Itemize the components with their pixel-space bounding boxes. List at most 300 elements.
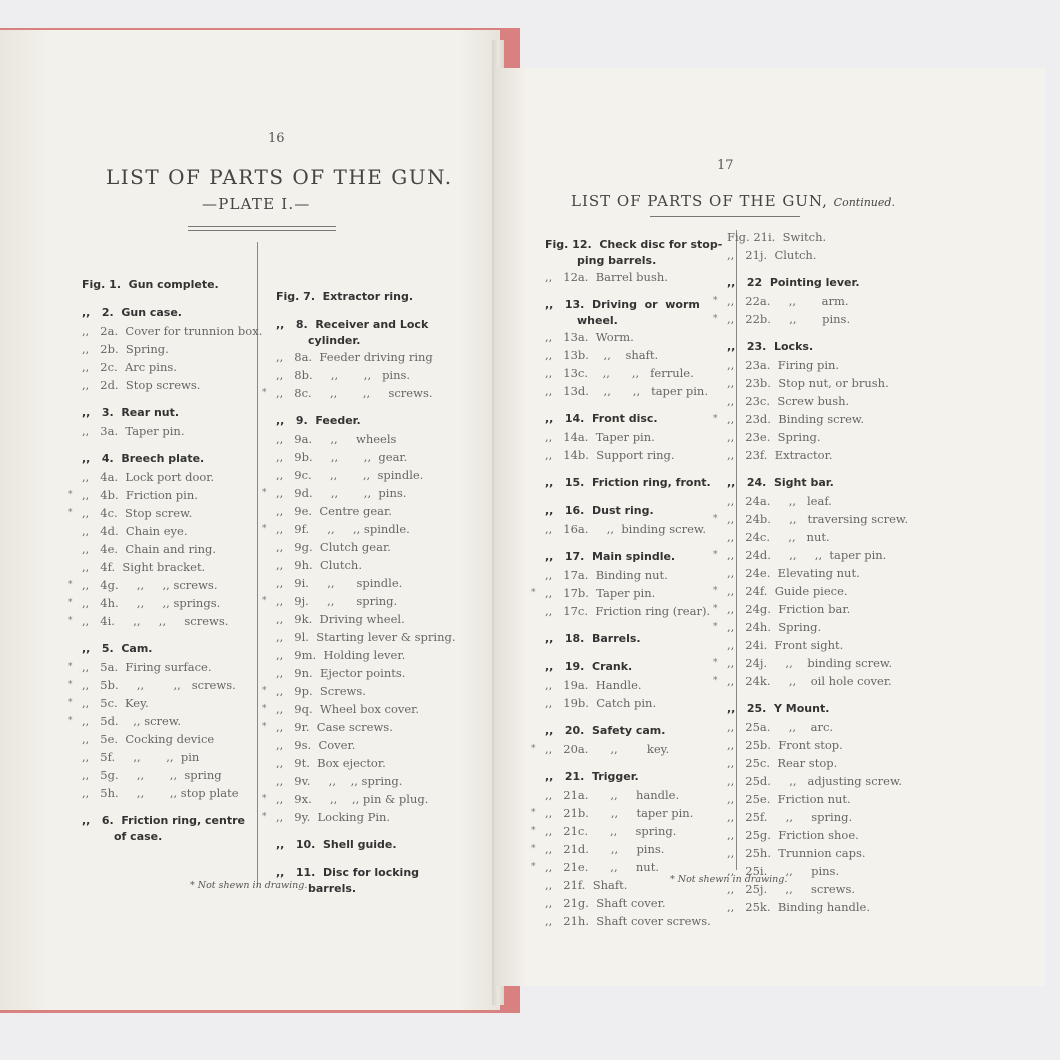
part-text: ,, 20. Safety cam. bbox=[545, 724, 666, 737]
part-text: ,, 5a. Firing surface. bbox=[82, 660, 212, 674]
part-text: ,, 5b. ,, ,, screws. bbox=[82, 678, 236, 692]
part-text: Fig. 7. Extractor ring. bbox=[276, 290, 414, 303]
part-item bbox=[713, 582, 927, 600]
part-item bbox=[727, 844, 927, 862]
part-item bbox=[68, 694, 257, 712]
asterisk-mark: * bbox=[713, 296, 718, 306]
part-text: ,, 9h. Clutch. bbox=[276, 558, 362, 572]
asterisk-mark: * bbox=[262, 812, 267, 822]
part-text: ,, 5f. ,, ,, pin bbox=[82, 750, 200, 764]
part-text: ,, 18. Barrels. bbox=[545, 632, 641, 645]
part-text: ,, 23d. Binding screw. bbox=[727, 412, 865, 426]
part-text: ,, 13a. Worm. bbox=[545, 330, 634, 344]
asterisk-mark: * bbox=[68, 490, 73, 500]
part-item bbox=[545, 676, 735, 694]
part-item bbox=[68, 612, 257, 630]
part-item bbox=[276, 466, 466, 484]
asterisk-mark: * bbox=[713, 676, 718, 686]
part-item bbox=[82, 766, 257, 784]
part-text: Fig. 1. Gun complete. bbox=[82, 278, 219, 291]
part-text: ,, 24j. ,, binding screw. bbox=[727, 656, 893, 670]
part-text: ,, 13b. ,, shaft. bbox=[545, 348, 659, 362]
part-item bbox=[727, 446, 927, 464]
part-text: ,, 9m. Holding lever. bbox=[276, 648, 406, 662]
part-text: ,, 24b. ,, traversing screw. bbox=[727, 512, 909, 526]
part-text: ,, 14a. Taper pin. bbox=[545, 430, 655, 444]
part-text: ,, 9v. ,, ,, spring. bbox=[276, 774, 403, 788]
part-text: ,, 16. Dust ring. bbox=[545, 504, 654, 517]
part-item bbox=[727, 754, 927, 772]
part-text: ,, 21. Trigger. bbox=[545, 770, 639, 783]
part-item bbox=[82, 730, 257, 748]
asterisk-mark: * bbox=[68, 716, 73, 726]
part-text: ,, 17b. Taper pin. bbox=[545, 586, 656, 600]
part-text: ,, 21a. ,, handle. bbox=[545, 788, 680, 802]
part-text: ,, 9s. Cover. bbox=[276, 738, 356, 752]
part-text: ,, 8b. ,, ,, pins. bbox=[276, 368, 411, 382]
part-item bbox=[727, 826, 927, 844]
part-text: ,, 24e. Elevating nut. bbox=[727, 566, 860, 580]
part-text: ,, 9. Feeder. bbox=[276, 414, 361, 427]
part-item bbox=[545, 446, 735, 464]
part-text: ,, 24a. ,, leaf. bbox=[727, 494, 832, 508]
part-heading bbox=[82, 276, 257, 294]
part-heading bbox=[545, 474, 735, 492]
part-text: ,, 21b. ,, taper pin. bbox=[545, 806, 694, 820]
asterisk-mark: * bbox=[68, 616, 73, 626]
asterisk-mark: * bbox=[262, 596, 267, 606]
part-text: ,, 8. Receiver and Lock bbox=[276, 318, 429, 331]
part-item bbox=[545, 382, 735, 400]
part-text: ,, 6. Friction ring, centre bbox=[82, 814, 245, 827]
part-text: ,, 23b. Stop nut, or brush. bbox=[727, 376, 889, 390]
part-item bbox=[68, 504, 257, 522]
page-title-continued: Continued. bbox=[833, 196, 895, 209]
part-item bbox=[276, 754, 466, 772]
asterisk-mark: * bbox=[713, 586, 718, 596]
part-item bbox=[276, 366, 466, 384]
part-text: ,, 21f. Shaft. bbox=[545, 878, 628, 892]
part-item bbox=[68, 676, 257, 694]
part-text: ,, 22a. ,, arm. bbox=[727, 294, 849, 308]
asterisk-mark: * bbox=[531, 588, 536, 598]
part-item bbox=[68, 712, 257, 730]
asterisk-mark: * bbox=[262, 704, 267, 714]
part-text: ,, 25k. Binding handle. bbox=[727, 900, 871, 914]
part-text: ,, 3a. Taper pin. bbox=[82, 424, 185, 438]
part-text: ,, 4f. Sight bracket. bbox=[82, 560, 206, 574]
part-item bbox=[713, 510, 927, 528]
asterisk-mark: * bbox=[713, 314, 718, 324]
part-item bbox=[82, 468, 257, 486]
part-item bbox=[82, 522, 257, 540]
part-text: ,, 17c. Friction ring (rear). bbox=[545, 604, 711, 618]
asterisk-mark: * bbox=[713, 414, 718, 424]
part-heading bbox=[727, 474, 927, 492]
part-text: ,, 9i. ,, spindle. bbox=[276, 576, 403, 590]
part-text: ,, 2b. Spring. bbox=[82, 342, 169, 356]
part-text: ,, 9x. ,, ,, pin & plug. bbox=[276, 792, 429, 806]
part-text: ,, 2a. Cover for trunnion box. bbox=[82, 324, 263, 338]
asterisk-mark: * bbox=[713, 658, 718, 668]
title-double-rule bbox=[188, 226, 336, 231]
part-text: cylinder. bbox=[308, 334, 361, 347]
part-item bbox=[727, 808, 927, 826]
part-item bbox=[713, 618, 927, 636]
part-item bbox=[545, 328, 735, 346]
asterisk-mark: * bbox=[262, 794, 267, 804]
part-item bbox=[68, 594, 257, 612]
footnote: * Not shewn in drawing. bbox=[190, 880, 308, 891]
part-item bbox=[276, 556, 466, 574]
part-text: ,, 14b. Support ring. bbox=[545, 448, 675, 462]
asterisk-mark: * bbox=[68, 698, 73, 708]
part-heading bbox=[276, 334, 466, 348]
asterisk-mark: * bbox=[262, 722, 267, 732]
part-item bbox=[727, 736, 927, 754]
part-item bbox=[262, 718, 466, 736]
asterisk-mark: * bbox=[68, 662, 73, 672]
part-text: ,, 25j. ,, screws. bbox=[727, 882, 856, 896]
part-heading bbox=[276, 412, 466, 430]
part-text: ,, 11. Disc for locking bbox=[276, 866, 420, 879]
part-text: ,, 4. Breech plate. bbox=[82, 452, 205, 465]
part-text: ,, 21j. Clutch. bbox=[727, 248, 817, 262]
part-text: Fig. 12. Check disc for stop- bbox=[545, 238, 723, 251]
part-text: ,, 8a. Feeder driving ring bbox=[276, 350, 433, 364]
part-item bbox=[82, 376, 257, 394]
part-item bbox=[276, 610, 466, 628]
part-text: ,, 19. Crank. bbox=[545, 660, 633, 673]
part-text: ,, 17a. Binding nut. bbox=[545, 568, 668, 582]
part-item bbox=[262, 484, 466, 502]
part-item bbox=[545, 786, 735, 804]
part-item bbox=[545, 428, 735, 446]
part-item bbox=[545, 364, 735, 382]
part-text: ,, 23e. Spring. bbox=[727, 430, 821, 444]
part-item bbox=[531, 740, 735, 758]
part-text: ,, 4d. Chain eye. bbox=[82, 524, 188, 538]
part-text: ,, 21c. ,, spring. bbox=[545, 824, 677, 838]
part-text: ,, 5g. ,, ,, spring bbox=[82, 768, 222, 782]
part-item bbox=[82, 558, 257, 576]
asterisk-mark: * bbox=[531, 862, 536, 872]
part-text: ,, 23f. Extractor. bbox=[727, 448, 833, 462]
part-item bbox=[531, 822, 735, 840]
part-item bbox=[276, 646, 466, 664]
part-item bbox=[68, 576, 257, 594]
part-text: ,, 14. Front disc. bbox=[545, 412, 658, 425]
part-text: ,, 25. Y Mount. bbox=[727, 702, 830, 715]
part-text: ,, 25c. Rear stop. bbox=[727, 756, 838, 770]
part-item bbox=[727, 374, 927, 392]
part-heading bbox=[276, 316, 466, 334]
part-text: ,, 4a. Lock port door. bbox=[82, 470, 215, 484]
part-item bbox=[727, 564, 927, 582]
part-item bbox=[727, 228, 927, 246]
asterisk-mark: * bbox=[68, 580, 73, 590]
part-text: ,, 2c. Arc pins. bbox=[82, 360, 177, 374]
part-text: ,, 19a. Handle. bbox=[545, 678, 642, 692]
part-text: Fig. 21i. Switch. bbox=[727, 230, 827, 244]
part-text: ,, 4c. Stop screw. bbox=[82, 506, 193, 520]
part-text: ,, 4g. ,, ,, screws. bbox=[82, 578, 218, 592]
part-item bbox=[713, 292, 927, 310]
part-text: ,, 24g. Friction bar. bbox=[727, 602, 851, 616]
part-item bbox=[545, 566, 735, 584]
asterisk-mark: * bbox=[68, 680, 73, 690]
part-text: ,, 2d. Stop screws. bbox=[82, 378, 201, 392]
part-text: ,, 24d. ,, ,, taper pin. bbox=[727, 548, 887, 562]
part-item bbox=[545, 912, 735, 930]
part-item bbox=[545, 520, 735, 538]
part-heading bbox=[82, 450, 257, 468]
asterisk-mark: * bbox=[262, 488, 267, 498]
part-item bbox=[82, 784, 257, 802]
page-number: 17 bbox=[717, 158, 734, 173]
part-item bbox=[727, 392, 927, 410]
part-text: barrels. bbox=[308, 882, 357, 895]
part-text: ,, 16a. ,, binding screw. bbox=[545, 522, 707, 536]
part-item bbox=[727, 718, 927, 736]
part-item bbox=[276, 538, 466, 556]
parts-column-1 bbox=[68, 266, 263, 844]
part-item bbox=[727, 772, 927, 790]
part-text: ,, 5c. Key. bbox=[82, 696, 149, 710]
asterisk-mark: * bbox=[531, 826, 536, 836]
asterisk-mark: * bbox=[713, 622, 718, 632]
part-item bbox=[262, 700, 466, 718]
part-item bbox=[276, 574, 466, 592]
asterisk-mark: * bbox=[262, 686, 267, 696]
part-item bbox=[276, 664, 466, 682]
part-text: ,, 4h. ,, ,, springs. bbox=[82, 596, 221, 610]
part-item bbox=[68, 658, 257, 676]
part-item bbox=[82, 322, 263, 340]
plate-subtitle: —PLATE I.— bbox=[202, 195, 311, 213]
part-item bbox=[545, 268, 735, 286]
asterisk-mark: * bbox=[713, 550, 718, 560]
part-text: ,, 9e. Centre gear. bbox=[276, 504, 392, 518]
part-text: ,, 10. Shell guide. bbox=[276, 838, 397, 851]
part-item bbox=[545, 346, 735, 364]
part-heading bbox=[545, 548, 735, 566]
part-item bbox=[82, 358, 257, 376]
asterisk-mark: * bbox=[713, 604, 718, 614]
asterisk-mark: * bbox=[68, 598, 73, 608]
part-text: ,, 8c. ,, ,, screws. bbox=[276, 386, 433, 400]
part-text: ,, 24k. ,, oil hole cover. bbox=[727, 674, 892, 688]
asterisk-mark: * bbox=[531, 808, 536, 818]
part-item bbox=[545, 602, 735, 620]
part-text: ,, 19b. Catch pin. bbox=[545, 696, 657, 710]
part-item bbox=[276, 430, 466, 448]
part-text: ,, 24f. Guide piece. bbox=[727, 584, 848, 598]
part-text: ,, 12a. Barrel bush. bbox=[545, 270, 668, 284]
part-item bbox=[276, 448, 466, 466]
part-item bbox=[82, 748, 257, 766]
part-text: of case. bbox=[114, 830, 163, 843]
part-text: ,, 24h. Spring. bbox=[727, 620, 822, 634]
part-heading bbox=[276, 288, 466, 306]
asterisk-mark: * bbox=[262, 388, 267, 398]
part-heading bbox=[82, 404, 257, 422]
part-text: ,, 13d. ,, ,, taper pin. bbox=[545, 384, 708, 398]
part-item bbox=[82, 340, 257, 358]
part-item bbox=[276, 502, 466, 520]
left-page bbox=[0, 30, 500, 1010]
part-text: ,, 17. Main spindle. bbox=[545, 550, 676, 563]
part-text: ,, 21h. Shaft cover screws. bbox=[545, 914, 711, 928]
part-heading bbox=[545, 722, 735, 740]
part-item bbox=[727, 528, 927, 546]
parts-column-2 bbox=[713, 228, 927, 916]
part-text: ,, 20a. ,, key. bbox=[545, 742, 670, 756]
part-item bbox=[262, 808, 466, 826]
part-text: ,, 4e. Chain and ring. bbox=[82, 542, 217, 556]
part-item bbox=[276, 628, 466, 646]
part-item bbox=[82, 540, 257, 558]
asterisk-mark: * bbox=[531, 844, 536, 854]
part-text: ,, 25g. Friction shoe. bbox=[727, 828, 859, 842]
part-text: ,, 9b. ,, ,, gear. bbox=[276, 450, 408, 464]
part-text: ,, 23c. Screw bush. bbox=[727, 394, 850, 408]
part-text: ,, 24i. Front sight. bbox=[727, 638, 844, 652]
part-item bbox=[727, 492, 927, 510]
part-item bbox=[531, 840, 735, 858]
part-item bbox=[727, 636, 927, 654]
part-text: ,, 25a. ,, arc. bbox=[727, 720, 834, 734]
asterisk-mark: * bbox=[713, 514, 718, 524]
part-text: ,, 2. Gun case. bbox=[82, 306, 182, 319]
part-item bbox=[713, 672, 927, 690]
part-text: ,, 21e. ,, nut. bbox=[545, 860, 659, 874]
part-item bbox=[713, 654, 927, 672]
part-text: ,, 24c. ,, nut. bbox=[727, 530, 830, 544]
part-text: ,, 22 Pointing lever. bbox=[727, 276, 860, 289]
part-heading bbox=[545, 236, 735, 254]
part-heading bbox=[727, 338, 927, 356]
part-text: ,, 21g. Shaft cover. bbox=[545, 896, 666, 910]
part-text: ,, 9t. Box ejector. bbox=[276, 756, 386, 770]
asterisk-mark: * bbox=[531, 744, 536, 754]
part-item bbox=[531, 804, 735, 822]
part-text: ,, 9c. ,, ,, spindle. bbox=[276, 468, 424, 482]
part-text: ,, 9n. Ejector points. bbox=[276, 666, 406, 680]
part-text: ,, 24. Sight bar. bbox=[727, 476, 834, 489]
part-text: ,, 13. Driving or worm bbox=[545, 298, 700, 311]
part-item bbox=[713, 410, 927, 428]
page-title bbox=[571, 192, 895, 210]
part-text: ,, 4i. ,, ,, screws. bbox=[82, 614, 229, 628]
part-heading bbox=[82, 640, 257, 658]
part-text: ,, 3. Rear nut. bbox=[82, 406, 180, 419]
asterisk-mark: * bbox=[262, 524, 267, 534]
part-heading bbox=[545, 502, 735, 520]
page-title: LIST OF PARTS OF THE GUN. bbox=[106, 165, 453, 189]
part-item bbox=[727, 428, 927, 446]
part-heading bbox=[545, 410, 735, 428]
right-page bbox=[495, 68, 1045, 986]
part-text: ,, 9a. ,, wheels bbox=[276, 432, 397, 446]
part-heading bbox=[545, 314, 735, 328]
part-text: ,, 22b. ,, pins. bbox=[727, 312, 851, 326]
part-item bbox=[545, 894, 735, 912]
part-item bbox=[82, 422, 257, 440]
part-heading bbox=[545, 768, 735, 786]
part-text: ,, 9q. Wheel box cover. bbox=[276, 702, 420, 716]
part-item bbox=[727, 246, 927, 264]
part-text: ,, 9l. Starting lever & spring. bbox=[276, 630, 456, 644]
part-text: wheel. bbox=[577, 314, 618, 327]
part-heading bbox=[545, 630, 735, 648]
part-text: ,, 9f. ,, ,, spindle. bbox=[276, 522, 410, 536]
part-text: ,, 13c. ,, ,, ferrule. bbox=[545, 366, 694, 380]
part-text: ,, 21d. ,, pins. bbox=[545, 842, 665, 856]
part-text: ,, 25f. ,, spring. bbox=[727, 810, 853, 824]
part-item bbox=[262, 520, 466, 538]
part-text: ,, 9k. Driving wheel. bbox=[276, 612, 405, 626]
part-item bbox=[727, 790, 927, 808]
part-item bbox=[262, 592, 466, 610]
part-text: ,, 25i. ,, pins. bbox=[727, 864, 840, 878]
part-item bbox=[262, 682, 466, 700]
part-item bbox=[727, 898, 927, 916]
part-text: ,, 15. Friction ring, front. bbox=[545, 476, 711, 489]
part-heading bbox=[82, 812, 257, 830]
part-text: ,, 9g. Clutch gear. bbox=[276, 540, 391, 554]
page-title-text: LIST OF PARTS OF THE GUN, bbox=[571, 192, 828, 210]
part-item bbox=[276, 348, 466, 366]
part-item bbox=[262, 790, 466, 808]
part-text: ,, 5e. Cocking device bbox=[82, 732, 215, 746]
part-text: ,, 5. Cam. bbox=[82, 642, 153, 655]
part-text: ,, 23a. Firing pin. bbox=[727, 358, 840, 372]
part-text: ,, 4b. Friction pin. bbox=[82, 488, 198, 502]
parts-column-2 bbox=[262, 278, 466, 896]
part-heading bbox=[545, 254, 735, 268]
part-heading bbox=[82, 830, 257, 844]
part-item bbox=[68, 486, 257, 504]
part-text: ,, 25d. ,, adjusting screw. bbox=[727, 774, 903, 788]
footnote: * Not shewn in drawing. bbox=[670, 874, 788, 885]
part-item bbox=[727, 356, 927, 374]
part-text: ,, 9y. Locking Pin. bbox=[276, 810, 391, 824]
part-heading bbox=[545, 658, 735, 676]
part-text: ,, 25b. Front stop. bbox=[727, 738, 843, 752]
part-item bbox=[713, 546, 927, 564]
part-text: ,, 9d. ,, ,, pins. bbox=[276, 486, 407, 500]
title-rule bbox=[650, 216, 800, 217]
parts-column-1 bbox=[531, 226, 735, 930]
asterisk-mark: * bbox=[68, 508, 73, 518]
part-heading bbox=[82, 304, 257, 322]
part-text: ping barrels. bbox=[577, 254, 657, 267]
part-text: ,, 9r. Case screws. bbox=[276, 720, 393, 734]
part-text: ,, 25e. Friction nut. bbox=[727, 792, 851, 806]
part-text: ,, 5d. ,, screw. bbox=[82, 714, 181, 728]
part-item bbox=[531, 584, 735, 602]
page-number: 16 bbox=[268, 131, 285, 146]
part-text: ,, 9p. Screws. bbox=[276, 684, 366, 698]
part-item bbox=[713, 600, 927, 618]
part-heading bbox=[276, 836, 466, 854]
part-item bbox=[276, 772, 466, 790]
part-item bbox=[276, 736, 466, 754]
part-item bbox=[262, 384, 466, 402]
part-item bbox=[713, 310, 927, 328]
part-heading bbox=[545, 296, 735, 314]
